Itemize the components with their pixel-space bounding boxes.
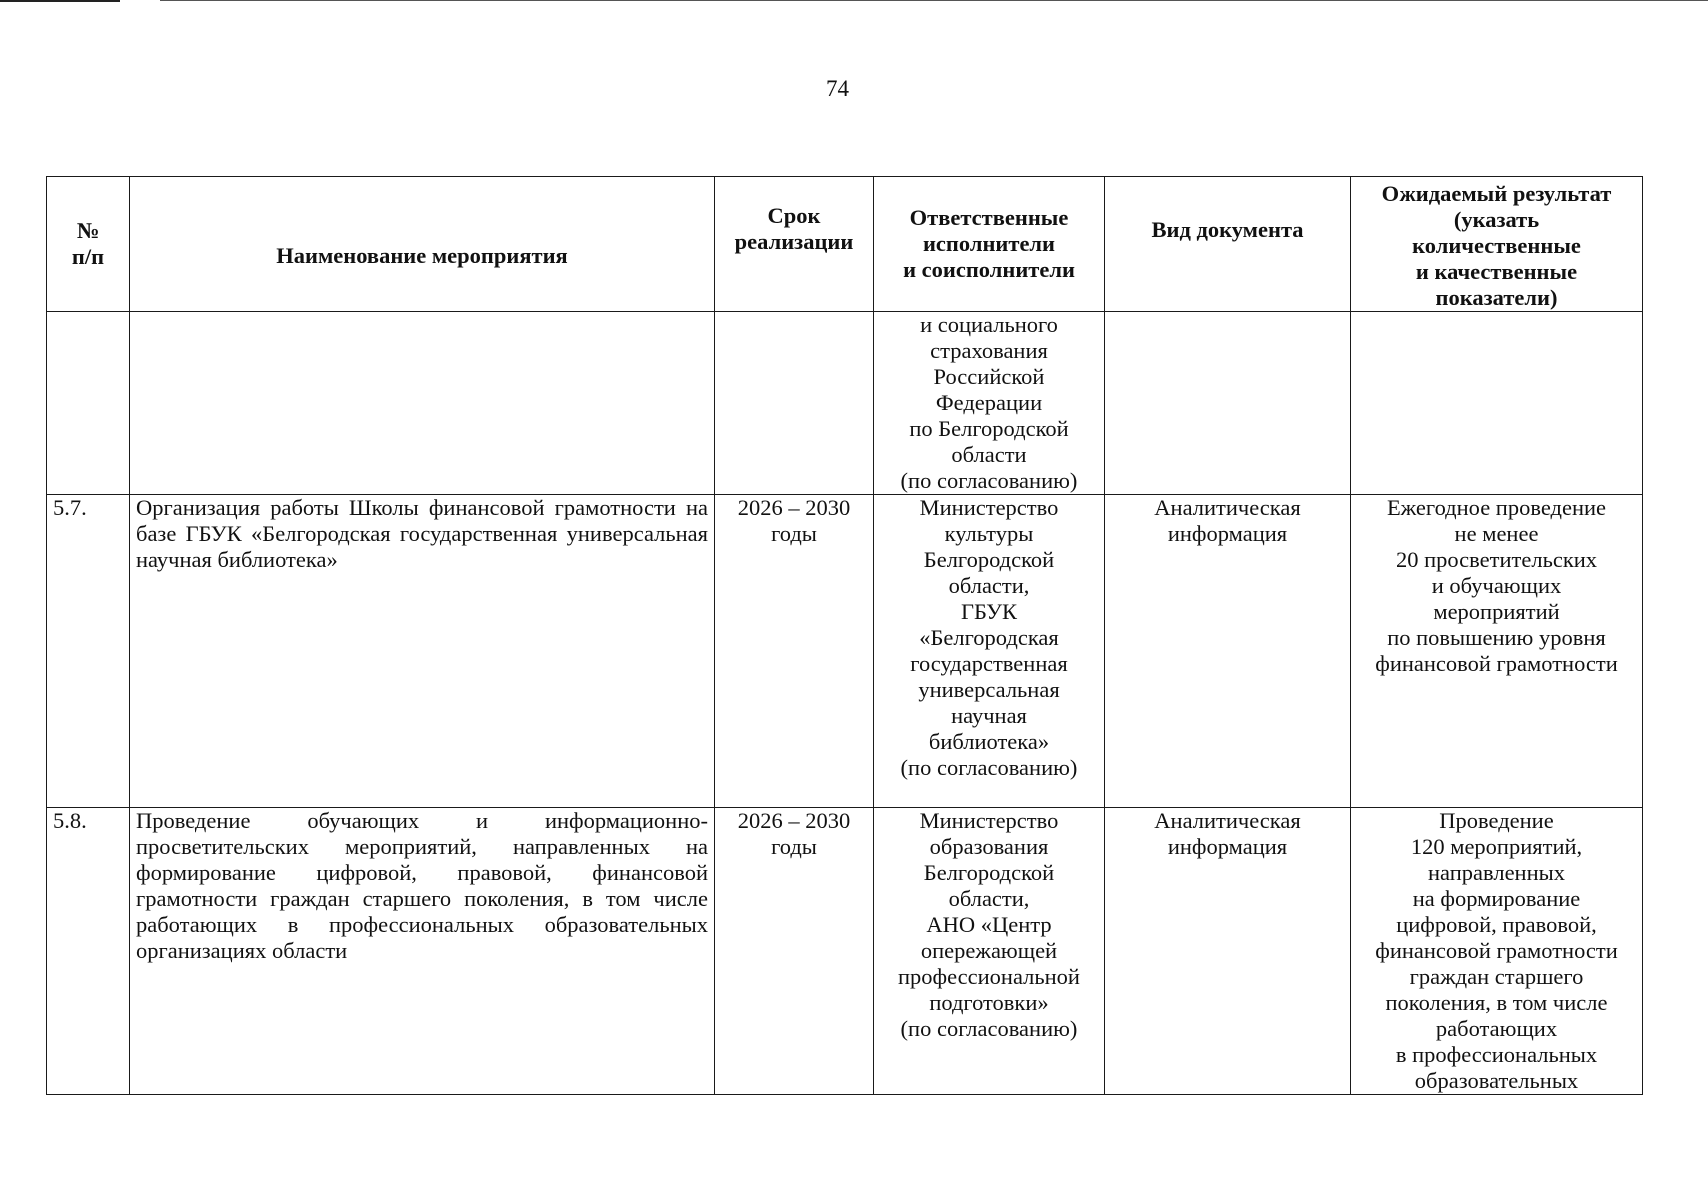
cell-responsible: и социального страхования Российской Федерации по Белгородской области (по согласованию) [874,312,1105,495]
cell-doc-type: Аналитическая информация [1105,495,1351,808]
header-responsible: Ответственные исполнители и соисполнители [874,177,1105,312]
cell-num: 5.8. [47,808,130,1095]
table-row [47,495,1643,808]
cell-term [715,312,874,495]
cell-term: 2026 – 2030 годы [715,495,874,808]
page-number: 74 [826,76,849,101]
cell-result [1351,312,1643,495]
cell-result: Ежегодное проведение не менее 20 просветительских и обучающих мероприятий по повышению уровня финансовой грамотности [1351,495,1643,808]
cell-num: 5.7. [47,495,130,808]
cell-term: 2026 – 2030 годы [715,808,874,1095]
cell-responsible: Министерство культуры Белгородской области, ГБУК «Белгородская государственная универсальная научная библиотека» (по согласованию) [874,495,1105,808]
header-result: Ожидаемый результат (указать количественные и качественные показатели) [1351,177,1643,312]
scan-edge-line [160,0,1708,1]
cell-name: Организация работы Школы финансовой грамотности на базе ГБУК «Белгородская государственная универсальная научная библиотека» [130,495,715,808]
table-header-row [47,177,1643,312]
header-name: Наименование мероприятия [130,177,715,312]
activities-table [46,176,1643,1095]
cell-num [47,312,130,495]
table-row [47,312,1643,495]
table-row [47,808,1643,1095]
cell-responsible: Министерство образования Белгородской области, АНО «Центр опережающей профессиональной подготовки» (по согласованию) [874,808,1105,1095]
cell-doc-type [1105,312,1351,495]
scan-edge-line [0,0,120,2]
header-doc-type: Вид документа [1105,177,1351,312]
cell-name: Проведение обучающих и информационно-просветительских мероприятий, направленных на формирование цифровой, правовой, финансовой грамотности граждан старшего поколения, в том числе работающих в профессиональных образовательных организациях области [130,808,715,1095]
header-term: Срок реализации [715,177,874,312]
cell-name [130,312,715,495]
cell-doc-type: Аналитическая информация [1105,808,1351,1095]
cell-result: Проведение 120 мероприятий, направленных на формирование цифровой, правовой, финансовой грамотности граждан старшего поколения, в том числе работающих в профессиональных образовательных [1351,808,1643,1095]
header-num: № п/п [47,177,130,312]
